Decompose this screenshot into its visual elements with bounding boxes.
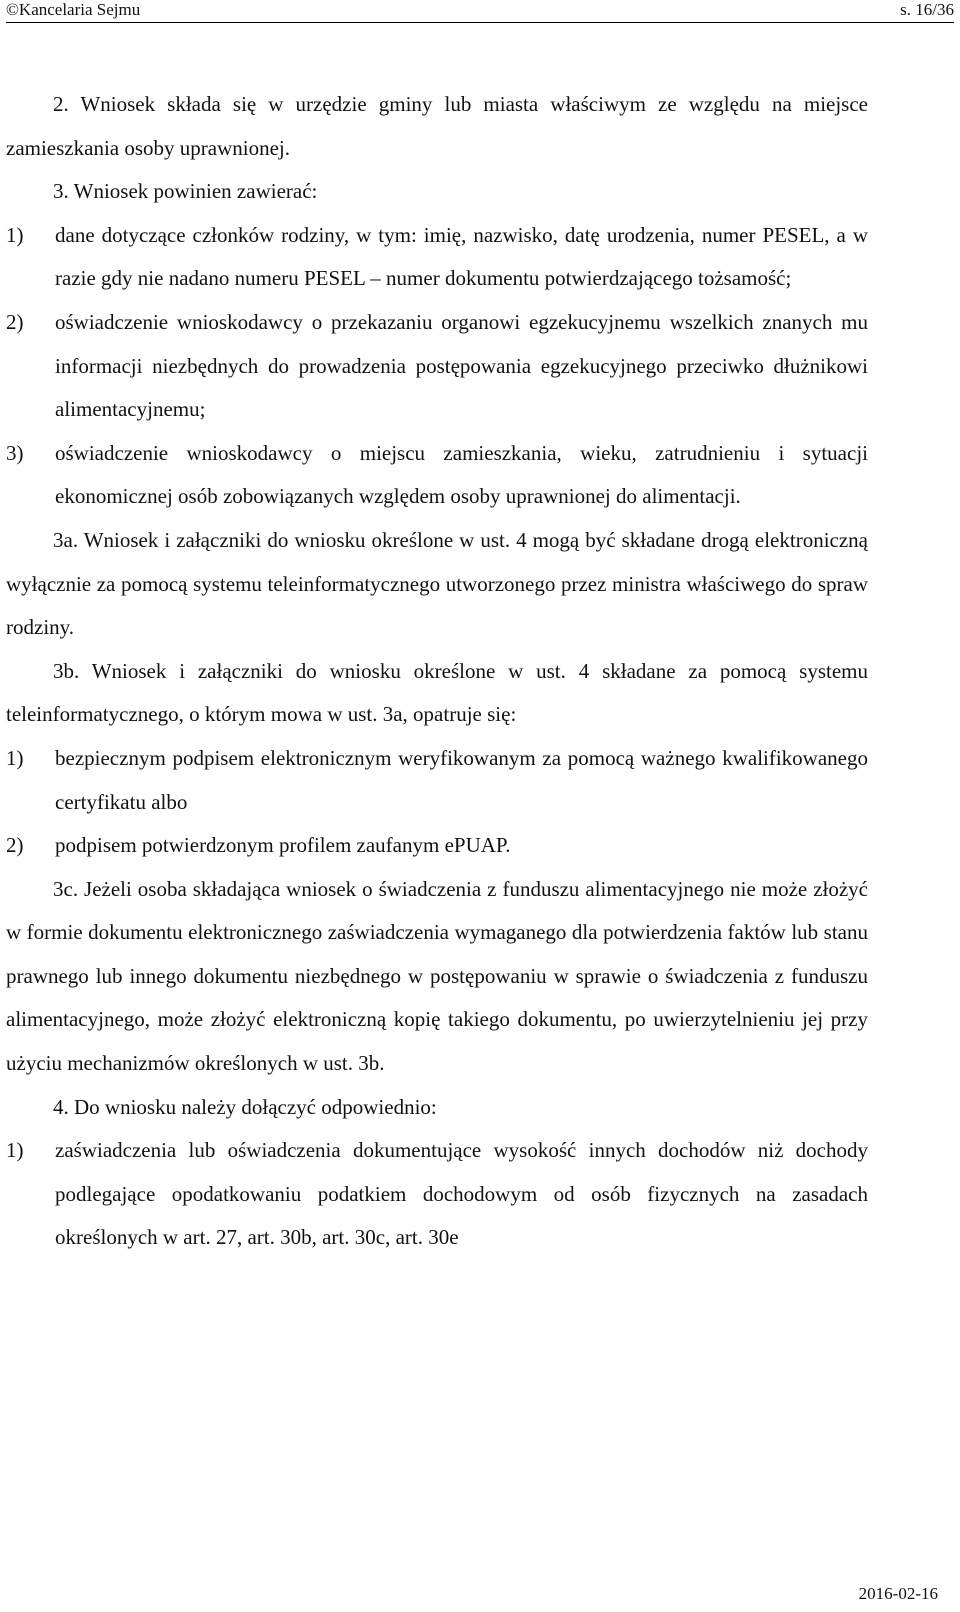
- list-item: [6, 1129, 868, 1260]
- list-item-number: 2): [6, 833, 24, 858]
- list-item-text: bezpiecznym podpisem elektronicznym weryfikowanym za pomocą ważnego kwalifikowanego certyfikatu albo: [55, 745, 868, 814]
- paragraph-2: 2. Wniosek składa się w urzędzie gminy lub miasta właściwym ze względu na miejsce zamieszkania osoby uprawnionej.: [6, 92, 868, 160]
- list-item: [6, 737, 868, 824]
- list-item: [6, 432, 868, 519]
- list-item: [6, 301, 868, 432]
- list-item-number: 2): [6, 309, 24, 334]
- list-item-number: 1): [6, 1138, 24, 1163]
- paragraph-3b: 3b. Wniosek i załączniki do wniosku określone w ust. 4 składane za pomocą systemu teleinformatycznego, o którym mowa w ust. 3a, opatruje się:: [6, 658, 868, 727]
- list-item-text: oświadczenie wnioskodawcy o miejscu zamieszkania, wieku, zatrudnieniu i sytuacji ekonomicznej osób zobowiązanych względem osoby uprawnionej do alimentacji.: [55, 440, 868, 509]
- list-item-text: dane dotyczące członków rodziny, w tym: imię, nazwisko, datę urodzenia, numer PESEL, a w razie gdy nie nadano numeru PESEL – numer dokumentu potwierdzającego tożsamość;: [55, 222, 868, 291]
- paragraph-4: 4. Do wniosku należy dołączyć odpowiednio:: [53, 1094, 437, 1119]
- list-item-number: 1): [6, 222, 24, 247]
- page-header: [6, 0, 954, 23]
- paragraph-3a: 3a. Wniosek i załączniki do wniosku określone w ust. 4 mogą być składane drogą elektroniczną wyłącznie za pomocą systemu teleinformatycznego utworzonego przez ministra właściwego do spraw rodziny.: [6, 527, 868, 640]
- header-copyright: ©Kancelaria Sejmu: [6, 0, 141, 19]
- list-item: [6, 824, 868, 868]
- list-item-number: 1): [6, 745, 24, 770]
- list-item-text: oświadczenie wnioskodawcy o przekazaniu organowi egzekucyjnemu wszelkich znanych mu informacji niezbędnych do prowadzenia postępowania egzekucyjnego przeciwko dłużnikowi alimentacyjnemu;: [55, 309, 868, 422]
- list-item-number: 3): [6, 440, 24, 465]
- list-item-text: podpisem potwierdzonym profilem zaufanym ePUAP.: [55, 833, 511, 858]
- list-item: [6, 214, 868, 301]
- list-item-text: zaświadczenia lub oświadczenia dokumentujące wysokość innych dochodów niż dochody podlegające opodatkowaniu podatkiem dochodowym od osób fizycznych na zasadach określonych w art. 27, art. 30b, art. 30c, art. 30e: [55, 1138, 868, 1250]
- paragraph-3: 3. Wniosek powinien zawierać:: [53, 179, 318, 204]
- paragraph-3c: 3c. Jeżeli osoba składająca wniosek o świadczenia z funduszu alimentacyjnego nie może złożyć w formie dokumentu elektronicznego zaświadczenia wymaganego dla potwierdzenia faktów lub stanu prawnego lub innego dokumentu niezbędnego w postępowaniu w sprawie o świadczenia z funduszu alimentacyjnego, może złożyć elektroniczną kopię takiego dokumentu, po uwierzytelnieniu jej przy użyciu mechanizmów określonych w ust. 3b.: [6, 876, 868, 1076]
- document-body: [6, 83, 868, 1260]
- header-page-number: s. 16/36: [900, 0, 954, 19]
- footer-date: 2016-02-16: [858, 1584, 938, 1603]
